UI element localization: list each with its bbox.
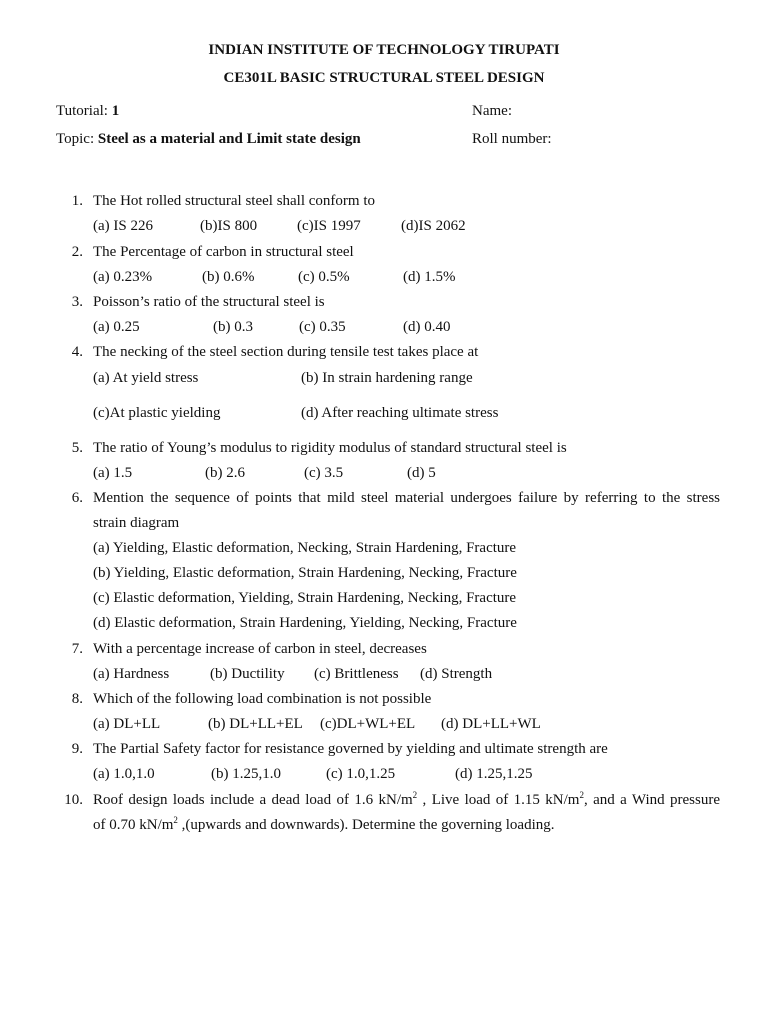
question-text: The Hot rolled structural steel shall conform to — [93, 193, 376, 209]
question-number: 4. — [71, 344, 83, 360]
superscript: 2 — [173, 815, 178, 825]
option-a: (a) DL+LL — [93, 716, 161, 732]
option-a: (a) Yielding, Elastic deformation, Necking, Strain Hardening, Fracture — [93, 540, 517, 556]
option-c: (c) 0.35 — [299, 319, 346, 335]
option-d: (d) 1.25,1.25 — [455, 766, 533, 782]
option-c: (c) 0.5% — [298, 269, 350, 285]
question-number: 3. — [71, 294, 83, 310]
question-text: The ratio of Young’s modulus to rigidity modulus of standard structural steel is — [93, 440, 567, 456]
option-b: (b) 2.6 — [205, 465, 245, 481]
option-d: (d) Elastic deformation, Strain Hardening, Yielding, Necking, Fracture — [93, 615, 517, 631]
option-a: (a) Hardness — [93, 666, 170, 682]
q10-part2: , Live load of 1.15 kN/m — [417, 792, 580, 808]
option-b: (b) Yielding, Elastic deformation, Strain Hardening, Necking, Fracture — [93, 565, 517, 581]
question-number: 2. — [71, 244, 83, 260]
option-b: (b) In strain hardening range — [301, 370, 473, 386]
question-text-line2: strain diagram — [93, 515, 180, 531]
option-b: (b) 1.25,1.0 — [211, 766, 281, 782]
roll-number-label: Roll number: — [472, 131, 552, 147]
option-a: (a) 0.23% — [93, 269, 153, 285]
name-label: Name: — [472, 103, 512, 119]
question-number: 8. — [71, 691, 83, 707]
option-b: (b) DL+LL+EL — [208, 716, 303, 732]
course-title: CE301L BASIC STRUCTURAL STEEL DESIGN — [223, 70, 545, 86]
option-d: (d) 1.5% — [403, 269, 456, 285]
q10-part5: ,(upwards and downwards). Determine the governing loading. — [177, 817, 555, 833]
option-c: (c) 3.5 — [304, 465, 344, 481]
question-text: The Partial Safety factor for resistance governed by yielding and ultimate strength are — [93, 741, 608, 757]
option-b: (b) 0.6% — [202, 269, 255, 285]
option-d: (d) 0.40 — [403, 319, 451, 335]
option-b: (b) 0.3 — [213, 319, 253, 335]
question-number: 1. — [71, 193, 83, 209]
question-text: The Percentage of carbon in structural steel — [93, 244, 354, 260]
option-d: (d) DL+LL+WL — [441, 716, 541, 732]
question-text: Poisson’s ratio of the structural steel is — [93, 294, 325, 310]
question-number: 10. — [64, 792, 83, 808]
option-c: (c) 1.0,1.25 — [326, 766, 396, 782]
question-text-line1: Mention the sequence of points that mild steel material undergoes failure by referring to the stress — [93, 490, 720, 506]
option-a: (a) 1.0,1.0 — [93, 766, 155, 782]
topic-value: Steel as a material and Limit state design — [97, 131, 361, 147]
option-c: (c)At plastic yielding — [93, 405, 221, 421]
option-d: (d) Strength — [420, 666, 493, 682]
topic-label: Topic: — [56, 131, 95, 147]
question-text-line1 — [93, 792, 720, 809]
option-c: (c) Elastic deformation, Yielding, Strain Hardening, Necking, Fracture — [93, 590, 517, 606]
q10-part1: Roof design loads include a dead load of 1.6 kN/m — [93, 792, 413, 808]
question-text: Which of the following load combination is not possible — [93, 691, 432, 707]
option-a: (a) At yield stress — [93, 370, 199, 386]
option-c: (c)IS 1997 — [297, 218, 361, 234]
tutorial-label: Tutorial: — [56, 103, 108, 119]
tutorial-value: 1 — [111, 103, 120, 119]
option-b: (b)IS 800 — [200, 218, 258, 234]
option-d: (d)IS 2062 — [401, 218, 466, 234]
question-text: The necking of the steel section during tensile test takes place at — [93, 344, 479, 360]
option-c: (c)DL+WL+EL — [320, 716, 416, 732]
q10-part3: , and a Wind pressure — [583, 792, 721, 808]
question-number: 9. — [71, 741, 83, 757]
question-number: 5. — [71, 440, 83, 456]
option-a: (a) IS 226 — [93, 218, 153, 234]
option-a: (a) 1.5 — [93, 465, 133, 481]
question-text: With a percentage increase of carbon in steel, decreases — [93, 641, 427, 657]
superscript: 2 — [579, 790, 584, 800]
q10-part4: of 0.70 kN/m — [93, 817, 174, 833]
superscript: 2 — [412, 790, 418, 800]
option-d: (d) After reaching ultimate stress — [301, 405, 499, 421]
institute-title: INDIAN INSTITUTE OF TECHNOLOGY TIRUPATI — [208, 42, 560, 58]
option-a: (a) 0.25 — [93, 319, 140, 335]
option-c: (c) Brittleness — [314, 666, 399, 682]
question-number: 7. — [71, 641, 83, 657]
question-number: 6. — [71, 490, 83, 506]
option-d: (d) 5 — [407, 465, 436, 481]
topic-line — [56, 131, 361, 148]
question-text-line2 — [93, 817, 720, 834]
option-b: (b) Ductility — [210, 666, 285, 682]
tutorial-line — [56, 103, 119, 120]
